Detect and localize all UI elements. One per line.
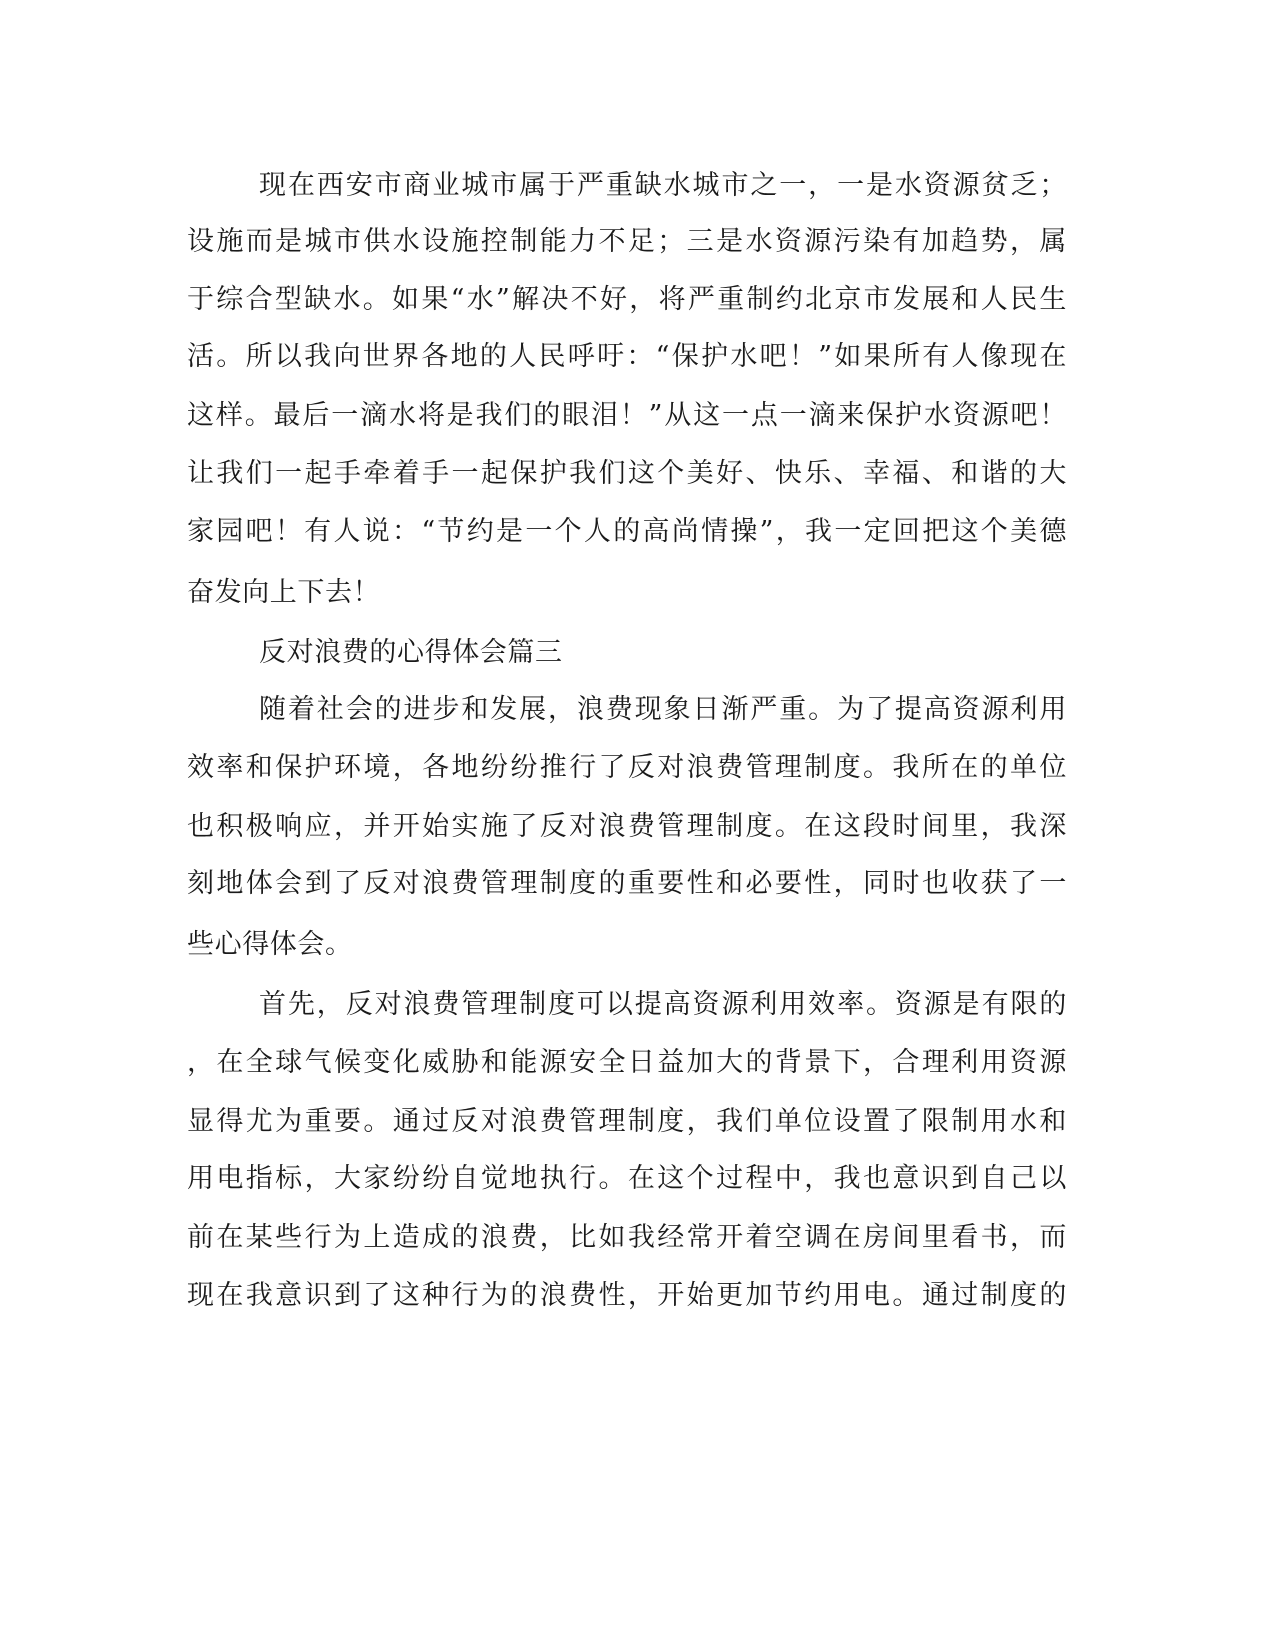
text-line: 随着社会的进步和发展，浪费现象日渐严重。为了提高资源利用 <box>259 694 1067 725</box>
text-line: 这样。最后一滴水将是我们的眼泪！”从这一点一滴来保护水资源吧！ <box>187 400 1067 431</box>
text-line: 用电指标，大家纷纷自觉地执行。在这个过程中，我也意识到自己以 <box>187 1163 1067 1194</box>
text-line: 效率和保护环境，各地纷纷推行了反对浪费管理制度。我所在的单位 <box>187 752 1067 783</box>
text-line: 让我们一起手牵着手一起保护我们这个美好、快乐、幸福、和谐的大 <box>187 458 1067 489</box>
text-line: 奋发向上下去！ <box>187 577 381 608</box>
text-line: 于综合型缺水。如果“水”解决不好，将严重制约北京市发展和人民生 <box>187 284 1067 315</box>
text-line: 现在我意识到了这种行为的浪费性，开始更加节约用电。通过制度的 <box>187 1280 1067 1311</box>
text-line: 现在西安市商业城市属于严重缺水城市之一，一是水资源贫乏； <box>259 170 1067 201</box>
text-line: 前在某些行为上造成的浪费，比如我经常开着空调在房间里看书，而 <box>187 1222 1067 1253</box>
section-heading: 反对浪费的心得体会篇三 <box>259 637 563 668</box>
text-line: 设施而是城市供水设施控制能力不足；三是水资源污染有加趋势，属 <box>187 226 1067 257</box>
text-line: 些心得体会。 <box>187 929 353 960</box>
text-line: 活。所以我向世界各地的人民呼吁：“保护水吧！”如果所有人像现在 <box>187 341 1067 372</box>
text-line: ，在全球气候变化威胁和能源安全日益加大的背景下，合理利用资源 <box>187 1047 1067 1078</box>
text-line: 也积极响应，并开始实施了反对浪费管理制度。在这段时间里，我深 <box>187 811 1067 842</box>
text-line: 刻地体会到了反对浪费管理制度的重要性和必要性，同时也收获了一 <box>187 868 1067 899</box>
text-line: 家园吧！有人说：“节约是一个人的高尚情操”，我一定回把这个美德 <box>187 516 1067 547</box>
text-line: 显得尤为重要。通过反对浪费管理制度，我们单位设置了限制用水和 <box>187 1106 1067 1137</box>
text-line: 首先，反对浪费管理制度可以提高资源利用效率。资源是有限的 <box>259 989 1067 1020</box>
